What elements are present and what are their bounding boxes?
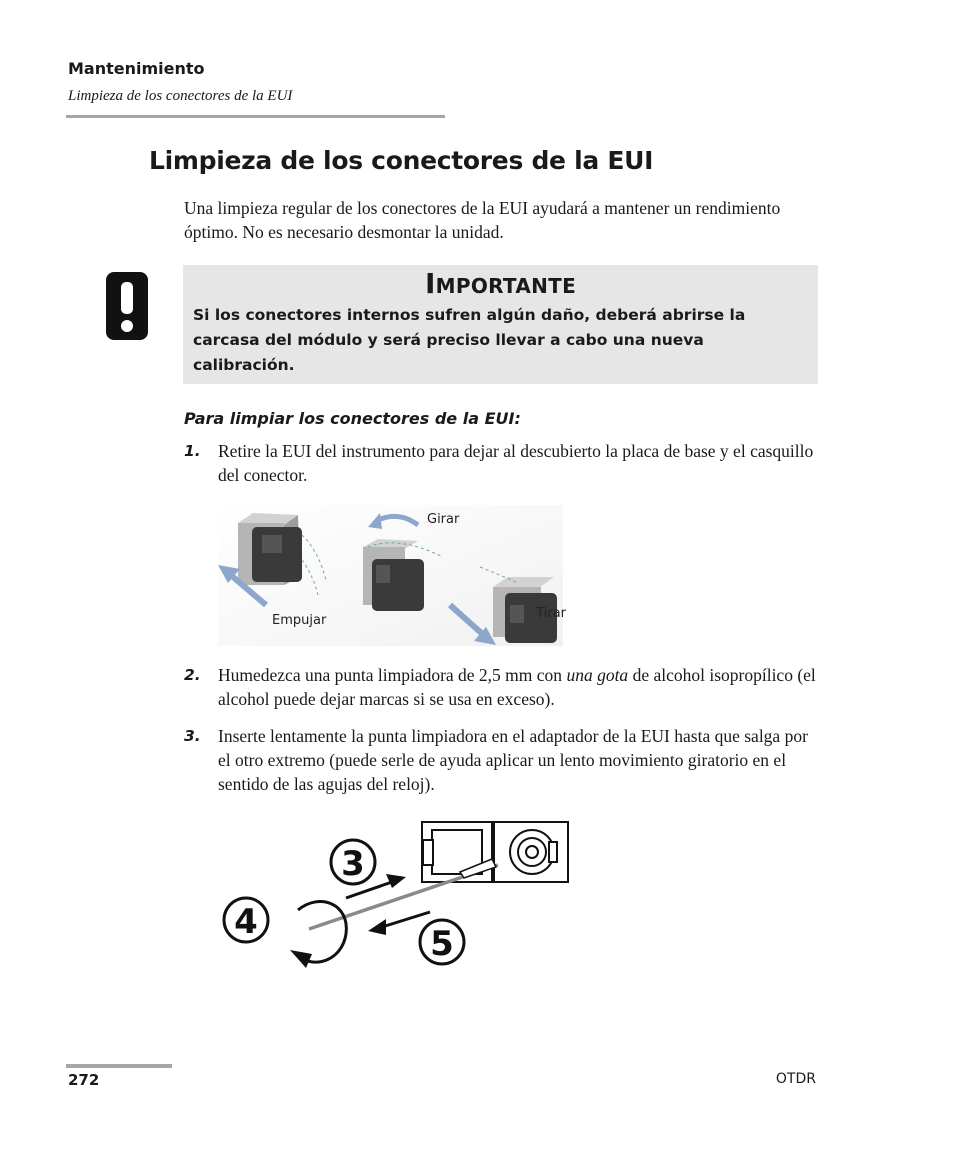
- label-push: Empujar: [272, 613, 327, 628]
- step-4-marker: [224, 898, 268, 942]
- step-text: Humedezca una punta limpiadora de 2,5 mm con una gota de alcohol isopropílico (el alcohol puede dejar marcas si se usa en exceso).: [218, 665, 816, 709]
- step-2: [184, 663, 824, 713]
- step-number: 1.: [184, 442, 201, 460]
- exclamation-icon: [106, 272, 148, 340]
- running-header-subsection: Limpieza de los conectores de la EUI: [68, 88, 293, 104]
- intro-paragraph: Una limpieza regular de los conectores de la EUI ayudará a mantener un rendimiento óptimo. No es necesario desmontar la unidad.: [184, 198, 781, 242]
- page-title: Limpieza de los conectores de la EUI: [149, 146, 654, 175]
- step-5-marker: [420, 920, 464, 964]
- step-number: 2.: [184, 666, 201, 684]
- important-title: Importante: [424, 267, 577, 300]
- svg-text:5: 5: [430, 924, 454, 964]
- withdraw-arrow-icon: [368, 912, 430, 935]
- cleaning-tip-figure: [220, 812, 580, 977]
- step-1: [184, 439, 824, 489]
- footer-rule: [66, 1064, 172, 1068]
- page-number: 272: [68, 1071, 100, 1089]
- important-note: [183, 265, 818, 384]
- step-text: Retire la EUI del instrumento para dejar al descubierto la placa de base y el casquillo del conector.: [218, 441, 814, 485]
- header-rule: [66, 115, 445, 118]
- eui-removal-figure: [218, 505, 566, 646]
- label-rotate: Girar: [427, 512, 460, 527]
- emphasis: una gota: [566, 665, 629, 685]
- svg-text:3: 3: [341, 844, 365, 884]
- rotate-clockwise-icon: [290, 902, 346, 968]
- step-number: 3.: [184, 727, 201, 745]
- step-text: Inserte lentamente la punta limpiadora en el adaptador de la EUI hasta que salga por el otro extremo (puede serle de ayuda aplicar un lento movimiento giratorio en el sentido de las agujas del reloj).: [218, 726, 808, 794]
- label-pull: Tirar: [536, 606, 566, 621]
- svg-text:4: 4: [234, 902, 258, 942]
- running-header-section: Mantenimiento: [68, 59, 205, 78]
- product-name: OTDR: [775, 1071, 816, 1087]
- step-3-marker: [331, 840, 375, 884]
- step-3: [184, 724, 824, 799]
- procedure-title: Para limpiar los conectores de la EUI:: [184, 409, 521, 428]
- important-text: Si los conectores internos sufren algún daño, deberá abrirse la carcasa del módulo y será preciso llevar a cabo una nueva calibración.: [193, 306, 746, 374]
- eui-adapter-icon: [422, 822, 568, 882]
